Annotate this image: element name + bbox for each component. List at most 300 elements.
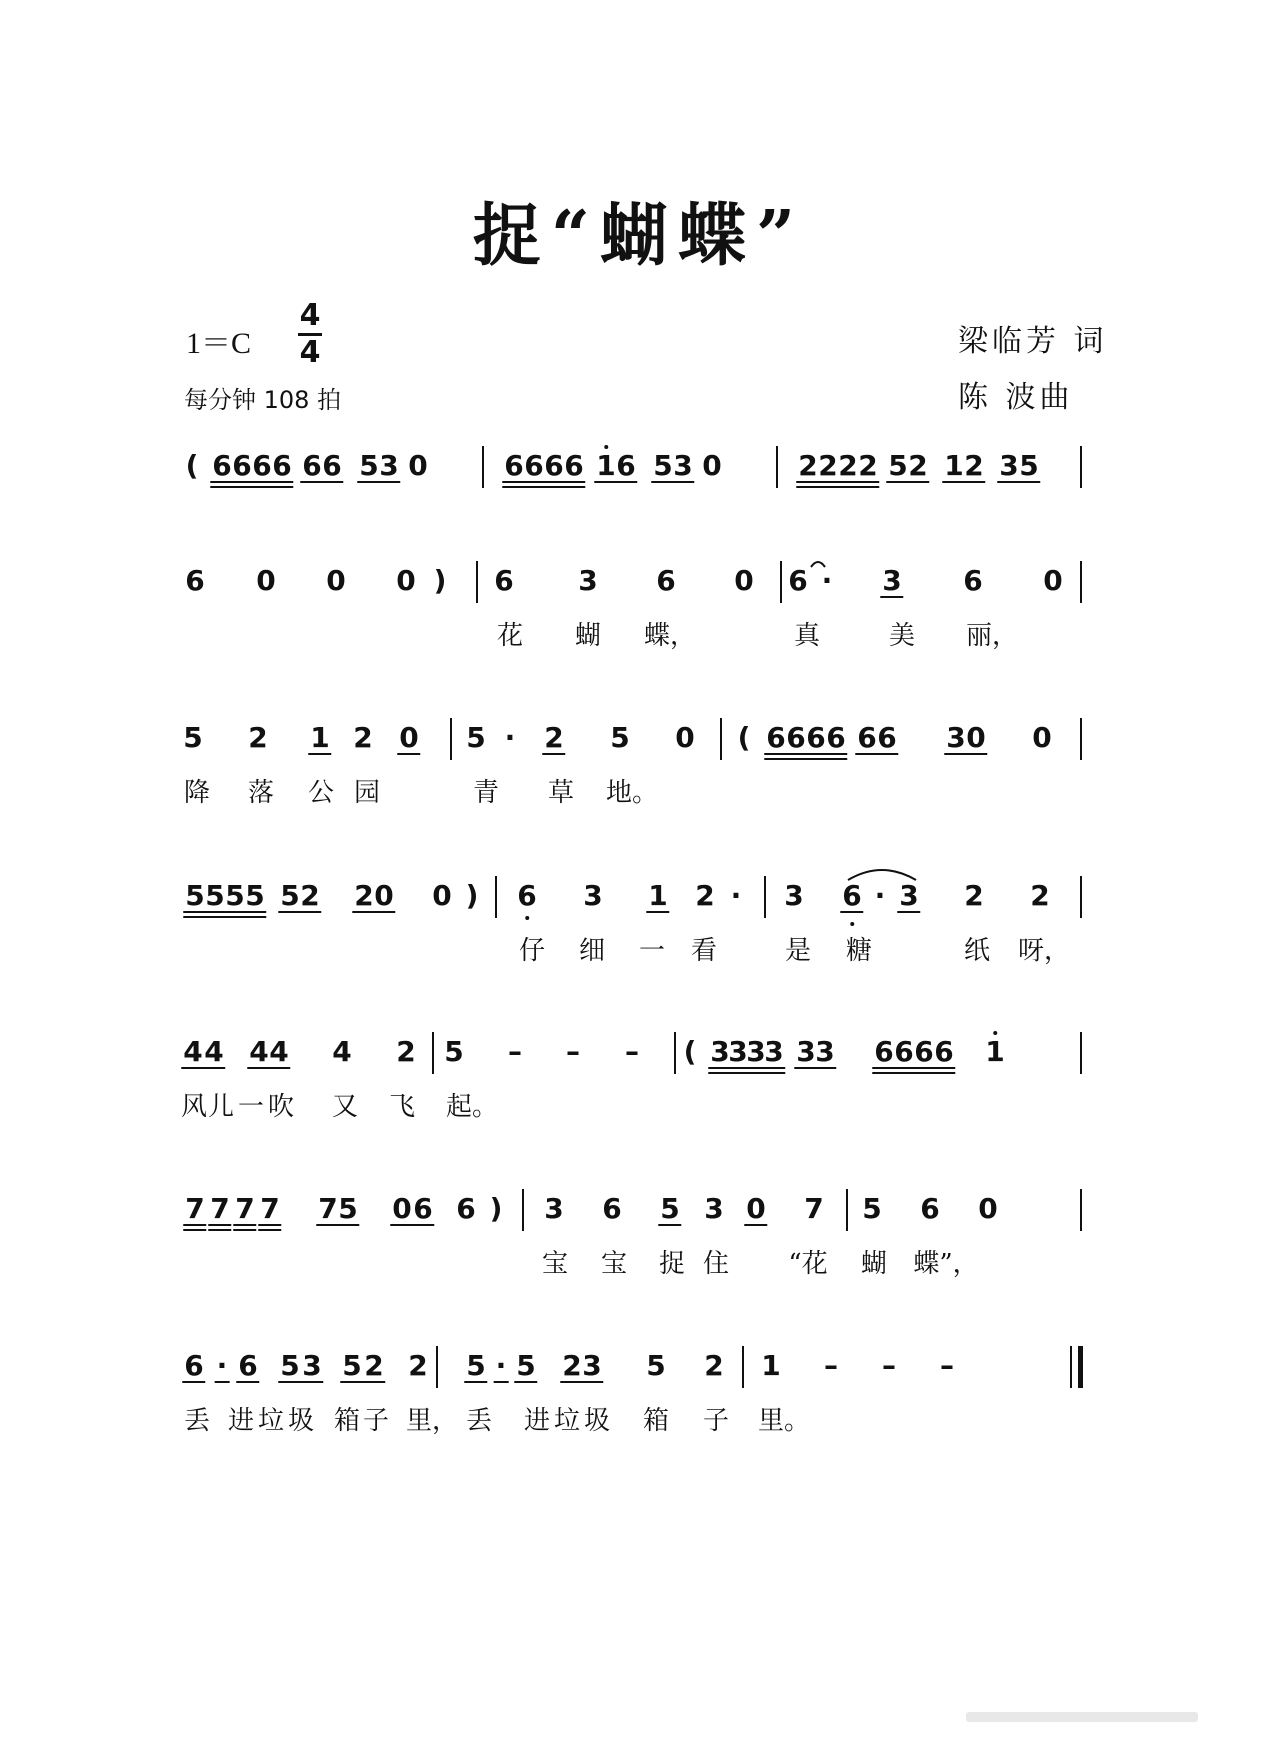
underline-mark bbox=[962, 481, 985, 483]
lyric-char: 一 bbox=[237, 1092, 265, 1122]
note-symbol: 0 bbox=[408, 449, 428, 482]
underline-mark bbox=[932, 1067, 955, 1069]
note bbox=[766, 722, 785, 754]
note-symbol: 0 bbox=[746, 1192, 766, 1225]
note-symbol: 3 bbox=[882, 564, 902, 597]
note bbox=[746, 1193, 765, 1225]
note-symbol: 4 bbox=[269, 1035, 289, 1068]
note bbox=[746, 1036, 765, 1068]
lyric-char: “花 bbox=[788, 1249, 828, 1279]
underline-mark bbox=[320, 481, 343, 483]
note-symbol: 4 bbox=[249, 1035, 269, 1068]
note-symbol: 2 bbox=[544, 721, 564, 754]
note-symbol: 6 bbox=[826, 721, 846, 754]
note bbox=[964, 880, 983, 912]
time-signature-top: 4 bbox=[299, 298, 321, 333]
note-symbol: 5 bbox=[466, 721, 486, 754]
underline-mark bbox=[824, 753, 847, 755]
note bbox=[342, 1350, 361, 1382]
lyric-char: 捉 bbox=[658, 1249, 686, 1279]
note bbox=[882, 1350, 896, 1382]
note bbox=[353, 722, 372, 754]
note-symbol: 0 bbox=[734, 564, 754, 597]
lyric-char: 儿 bbox=[207, 1092, 235, 1122]
note-symbol: – bbox=[566, 1035, 580, 1068]
note-symbol: 2 bbox=[354, 879, 374, 912]
song-title: 捉“蝴蝶” bbox=[472, 196, 806, 276]
underline-mark bbox=[762, 1072, 785, 1074]
note bbox=[877, 722, 896, 754]
note-symbol: – bbox=[940, 1349, 954, 1382]
note bbox=[524, 450, 543, 482]
lyric-char: 是 bbox=[784, 936, 812, 966]
note bbox=[466, 880, 479, 912]
note bbox=[702, 450, 721, 482]
note-symbol: 2 bbox=[353, 721, 373, 754]
note bbox=[596, 450, 615, 482]
note bbox=[238, 1350, 257, 1382]
note-symbol: 2 bbox=[704, 1349, 724, 1382]
octave-dot-low bbox=[525, 916, 529, 920]
note bbox=[704, 1350, 723, 1382]
underline-mark bbox=[390, 1224, 413, 1226]
note-symbol: 5 bbox=[888, 449, 908, 482]
note bbox=[185, 1193, 204, 1225]
barline bbox=[846, 1189, 848, 1231]
note-symbol: 0 bbox=[432, 879, 452, 912]
score-line-3 bbox=[180, 722, 1110, 812]
note bbox=[338, 1193, 357, 1225]
underline-mark bbox=[813, 1067, 836, 1069]
lyric-char: 圾 bbox=[583, 1406, 611, 1436]
barline bbox=[764, 876, 766, 918]
score-line-2 bbox=[180, 565, 1110, 655]
note-symbol: 5 bbox=[338, 1192, 358, 1225]
note bbox=[184, 1350, 203, 1382]
note bbox=[252, 450, 271, 482]
note-symbol: 5 bbox=[185, 879, 205, 912]
note bbox=[806, 722, 825, 754]
note-symbol: 3 bbox=[379, 449, 399, 482]
note-symbol: 0 bbox=[675, 721, 695, 754]
score-line-7 bbox=[180, 1350, 1110, 1440]
note-symbol: – bbox=[882, 1349, 896, 1382]
note bbox=[858, 450, 877, 482]
lyric-char: 蝴 bbox=[574, 621, 602, 651]
note bbox=[764, 1036, 783, 1068]
note bbox=[1019, 450, 1038, 482]
note bbox=[564, 450, 583, 482]
lyric-char: 细 bbox=[578, 936, 606, 966]
lyric-char: 子 bbox=[702, 1406, 730, 1436]
note-symbol: 2 bbox=[798, 449, 818, 482]
note-symbol: 5 bbox=[660, 1192, 680, 1225]
note bbox=[616, 450, 635, 482]
barline bbox=[450, 718, 452, 760]
note-symbol: 1 bbox=[310, 721, 330, 754]
note-symbol: 7 bbox=[235, 1192, 255, 1225]
note bbox=[899, 880, 918, 912]
barline bbox=[1080, 446, 1082, 488]
note bbox=[734, 565, 753, 597]
lyric-char: 一 bbox=[638, 936, 666, 966]
note bbox=[185, 880, 204, 912]
note-symbol: 6 bbox=[456, 1192, 476, 1225]
note-symbol: 1 bbox=[761, 1349, 781, 1382]
note bbox=[272, 450, 291, 482]
note bbox=[583, 880, 602, 912]
note bbox=[456, 1193, 475, 1225]
note bbox=[842, 880, 861, 912]
underline-mark bbox=[362, 1381, 385, 1383]
note-symbol: 5 bbox=[610, 721, 630, 754]
note-symbol: 6 bbox=[212, 449, 232, 482]
composer-credit: 陈 波曲 bbox=[958, 380, 1074, 415]
final-barline bbox=[1078, 1346, 1083, 1388]
underline-mark bbox=[233, 1229, 256, 1231]
underline-mark bbox=[762, 1067, 785, 1069]
note bbox=[964, 450, 983, 482]
underline-mark bbox=[875, 753, 898, 755]
note-symbol: 1 bbox=[944, 449, 964, 482]
note-symbol: 6 bbox=[494, 564, 514, 597]
watermark bbox=[966, 1712, 1198, 1722]
score-line-5 bbox=[180, 1036, 1110, 1126]
note bbox=[544, 1193, 563, 1225]
note bbox=[186, 450, 199, 482]
lyric-char: 草 bbox=[547, 778, 575, 808]
note-symbol: 6 bbox=[184, 1349, 204, 1382]
note-symbol: 6 bbox=[963, 564, 983, 597]
note-symbol: 7 bbox=[185, 1192, 205, 1225]
note bbox=[653, 450, 672, 482]
note-symbol: 2 bbox=[908, 449, 928, 482]
note-symbol: ) bbox=[433, 564, 447, 597]
note bbox=[505, 722, 516, 754]
note-symbol: 6 bbox=[322, 449, 342, 482]
note-symbol: – bbox=[508, 1035, 522, 1068]
note bbox=[804, 1193, 823, 1225]
barline bbox=[1080, 718, 1082, 760]
barline bbox=[1080, 1189, 1082, 1231]
note-symbol: 5 bbox=[862, 1192, 882, 1225]
underline-mark bbox=[236, 1381, 259, 1383]
note bbox=[710, 1036, 729, 1068]
note bbox=[245, 880, 264, 912]
lyric-char: 里。 bbox=[757, 1406, 811, 1436]
note-symbol: 6 bbox=[517, 879, 537, 912]
underline-mark bbox=[562, 481, 585, 483]
note-symbol: 0 bbox=[256, 564, 276, 597]
note bbox=[408, 450, 427, 482]
note-symbol: 6 bbox=[544, 449, 564, 482]
note bbox=[280, 1350, 299, 1382]
note bbox=[695, 880, 714, 912]
barline bbox=[482, 446, 484, 488]
note bbox=[490, 1193, 503, 1225]
note bbox=[183, 1036, 202, 1068]
lyric-char: 糖 bbox=[845, 936, 873, 966]
note-symbol: 0 bbox=[966, 721, 986, 754]
note-symbol: 6 bbox=[602, 1192, 622, 1225]
underline-mark bbox=[336, 1224, 359, 1226]
score-line-1 bbox=[180, 450, 1110, 540]
note bbox=[364, 1350, 383, 1382]
barline bbox=[720, 718, 722, 760]
note bbox=[656, 565, 675, 597]
note bbox=[784, 880, 803, 912]
lyric-char: 垃 bbox=[553, 1406, 581, 1436]
barline bbox=[674, 1032, 676, 1074]
underline-mark bbox=[840, 911, 863, 913]
lyric-char: 公 bbox=[307, 778, 335, 808]
note-symbol: 5 bbox=[280, 1349, 300, 1382]
note-symbol: – bbox=[824, 1349, 838, 1382]
note-symbol: 0 bbox=[396, 564, 416, 597]
note-symbol: – bbox=[625, 1035, 639, 1068]
note-symbol: 3 bbox=[728, 1035, 748, 1068]
note-symbol: 5 bbox=[646, 1349, 666, 1382]
note-symbol: · bbox=[730, 879, 742, 912]
note-symbol: 6 bbox=[564, 449, 584, 482]
note bbox=[786, 722, 805, 754]
lyricist-credit: 梁临芳 词 bbox=[958, 324, 1108, 359]
note-symbol: 6 bbox=[185, 564, 205, 597]
note-symbol: 3 bbox=[946, 721, 966, 754]
note-symbol: 2 bbox=[964, 879, 984, 912]
note-symbol: 5 bbox=[342, 1349, 362, 1382]
lyric-char: 圾 bbox=[287, 1406, 315, 1436]
note-symbol: 5 bbox=[205, 879, 225, 912]
note-symbol: 6 bbox=[914, 1035, 934, 1068]
note bbox=[434, 565, 447, 597]
lyric-char: 落 bbox=[247, 778, 275, 808]
underline-mark bbox=[397, 753, 420, 755]
note bbox=[183, 722, 202, 754]
note-symbol: 2 bbox=[858, 449, 878, 482]
note bbox=[822, 565, 833, 597]
underline-mark bbox=[824, 758, 847, 760]
note-symbol: 2 bbox=[818, 449, 838, 482]
lyric-char: 又 bbox=[331, 1092, 359, 1122]
note-symbol: 2 bbox=[364, 1349, 384, 1382]
barline bbox=[1080, 561, 1082, 603]
note bbox=[894, 1036, 913, 1068]
note-symbol: 6 bbox=[934, 1035, 954, 1068]
note-symbol: 6 bbox=[857, 721, 877, 754]
note bbox=[610, 722, 629, 754]
note bbox=[582, 1350, 601, 1382]
note-symbol: 3 bbox=[815, 1035, 835, 1068]
lyric-char: 起。 bbox=[445, 1092, 499, 1122]
note bbox=[232, 450, 251, 482]
underline-mark bbox=[243, 916, 266, 918]
lyric-char: 丽， bbox=[965, 621, 1019, 651]
note bbox=[300, 880, 319, 912]
underline-mark bbox=[208, 1224, 231, 1226]
underline-mark bbox=[580, 1381, 603, 1383]
underline-mark bbox=[183, 1229, 206, 1231]
octave-dot-low bbox=[850, 922, 854, 926]
underline-mark bbox=[514, 1381, 537, 1383]
underline-mark bbox=[258, 1229, 281, 1231]
note-symbol: 7 bbox=[318, 1192, 338, 1225]
barline bbox=[436, 1346, 438, 1388]
underline-mark bbox=[411, 1224, 434, 1226]
time-signature-bottom: 4 bbox=[299, 335, 321, 370]
note bbox=[675, 722, 694, 754]
note bbox=[761, 1350, 780, 1382]
note-symbol: 6 bbox=[272, 449, 292, 482]
note-symbol: 2 bbox=[964, 449, 984, 482]
note bbox=[578, 565, 597, 597]
note-symbol: 2 bbox=[408, 1349, 428, 1382]
note-symbol: 5 bbox=[516, 1349, 536, 1382]
note bbox=[302, 450, 321, 482]
note bbox=[914, 1036, 933, 1068]
note-symbol: 6 bbox=[766, 721, 786, 754]
octave-dot-high bbox=[993, 1031, 997, 1035]
note-symbol: 6 bbox=[786, 721, 806, 754]
note bbox=[882, 565, 901, 597]
note bbox=[704, 1193, 723, 1225]
note bbox=[920, 1193, 939, 1225]
barline bbox=[742, 1346, 744, 1388]
note-symbol: 0 bbox=[374, 879, 394, 912]
note-symbol: 7 bbox=[260, 1192, 280, 1225]
note-symbol: 5 bbox=[653, 449, 673, 482]
lyric-char: 箱 bbox=[333, 1406, 361, 1436]
note-symbol: 6 bbox=[238, 1349, 258, 1382]
note-symbol: 0 bbox=[978, 1192, 998, 1225]
note bbox=[648, 880, 667, 912]
note-symbol: 3 bbox=[746, 1035, 766, 1068]
underline-mark bbox=[243, 911, 266, 913]
underline-mark bbox=[300, 1381, 323, 1383]
note-symbol: 1 bbox=[985, 1035, 1005, 1068]
note bbox=[738, 722, 751, 754]
note bbox=[260, 1193, 279, 1225]
note bbox=[280, 880, 299, 912]
underline-mark bbox=[964, 753, 987, 755]
note-symbol: · bbox=[504, 721, 516, 754]
underline-mark bbox=[856, 481, 879, 483]
note bbox=[862, 1193, 881, 1225]
lyric-char: 青 bbox=[472, 778, 500, 808]
note-symbol: 6 bbox=[877, 721, 897, 754]
barline bbox=[776, 446, 778, 488]
underline-mark bbox=[932, 1072, 955, 1074]
lyric-char: 垃 bbox=[257, 1406, 285, 1436]
note bbox=[944, 450, 963, 482]
note-symbol: 5 bbox=[183, 721, 203, 754]
lyric-char: 飞 bbox=[388, 1092, 416, 1122]
lyric-char: 园 bbox=[353, 778, 381, 808]
note-symbol: 4 bbox=[204, 1035, 224, 1068]
barline bbox=[476, 561, 478, 603]
note bbox=[326, 565, 345, 597]
lyric-char: 子 bbox=[362, 1406, 390, 1436]
lyric-char: 真 bbox=[793, 621, 821, 651]
barline bbox=[1080, 876, 1082, 918]
underline-mark bbox=[1017, 481, 1040, 483]
note bbox=[212, 450, 231, 482]
note bbox=[508, 1036, 522, 1068]
underline-mark bbox=[897, 911, 920, 913]
note-symbol: 5 bbox=[280, 879, 300, 912]
note-symbol: 5 bbox=[1019, 449, 1039, 482]
note bbox=[302, 1350, 321, 1382]
note bbox=[731, 880, 742, 912]
note bbox=[249, 1036, 268, 1068]
note-symbol: · bbox=[874, 879, 886, 912]
note-symbol: 3 bbox=[582, 1349, 602, 1382]
underline-mark bbox=[646, 911, 669, 913]
note bbox=[413, 1193, 432, 1225]
note-symbol: 6 bbox=[656, 564, 676, 597]
note-symbol: 2 bbox=[300, 879, 320, 912]
underline-mark bbox=[464, 1381, 487, 1383]
lyric-char: 宝 bbox=[541, 1249, 569, 1279]
lyric-char: 丢 bbox=[465, 1406, 493, 1436]
note bbox=[798, 450, 817, 482]
underline-mark bbox=[215, 1381, 230, 1383]
underline-mark bbox=[233, 1224, 256, 1226]
note-symbol: 2 bbox=[248, 721, 268, 754]
note-symbol: ) bbox=[489, 1192, 503, 1225]
underline-mark bbox=[270, 486, 293, 488]
note bbox=[999, 450, 1018, 482]
note bbox=[392, 1193, 411, 1225]
octave-dot-high bbox=[604, 445, 608, 449]
note bbox=[379, 450, 398, 482]
lyric-char: 进 bbox=[523, 1406, 551, 1436]
note-symbol: 3 bbox=[999, 449, 1019, 482]
note-symbol: 4 bbox=[332, 1035, 352, 1068]
note-symbol: 0 bbox=[392, 1192, 412, 1225]
barline bbox=[1080, 1032, 1082, 1074]
note-symbol: 2 bbox=[838, 449, 858, 482]
lyric-char: 蝶， bbox=[643, 621, 697, 651]
note bbox=[602, 1193, 621, 1225]
note bbox=[322, 450, 341, 482]
underline-mark bbox=[181, 1067, 204, 1069]
note-symbol: 2 bbox=[562, 1349, 582, 1382]
note bbox=[374, 880, 393, 912]
lyric-char: 美 bbox=[888, 621, 916, 651]
lyric-char: 住 bbox=[702, 1249, 730, 1279]
note bbox=[946, 722, 965, 754]
note-symbol: 5 bbox=[444, 1035, 464, 1068]
note bbox=[566, 1036, 580, 1068]
underline-mark bbox=[183, 1224, 206, 1226]
note bbox=[838, 450, 857, 482]
underline-mark bbox=[270, 481, 293, 483]
underline-mark bbox=[906, 481, 929, 483]
note-symbol: · bbox=[216, 1349, 228, 1382]
note-symbol: 3 bbox=[899, 879, 919, 912]
note bbox=[824, 1350, 838, 1382]
underline-mark bbox=[340, 1381, 363, 1383]
note-symbol: 6 bbox=[894, 1035, 914, 1068]
note bbox=[466, 722, 485, 754]
underline-mark bbox=[744, 1224, 767, 1226]
note-symbol: 3 bbox=[544, 1192, 564, 1225]
underline-mark bbox=[377, 481, 400, 483]
note-symbol: · bbox=[821, 564, 833, 597]
note-symbol: 0 bbox=[1032, 721, 1052, 754]
note bbox=[396, 565, 415, 597]
